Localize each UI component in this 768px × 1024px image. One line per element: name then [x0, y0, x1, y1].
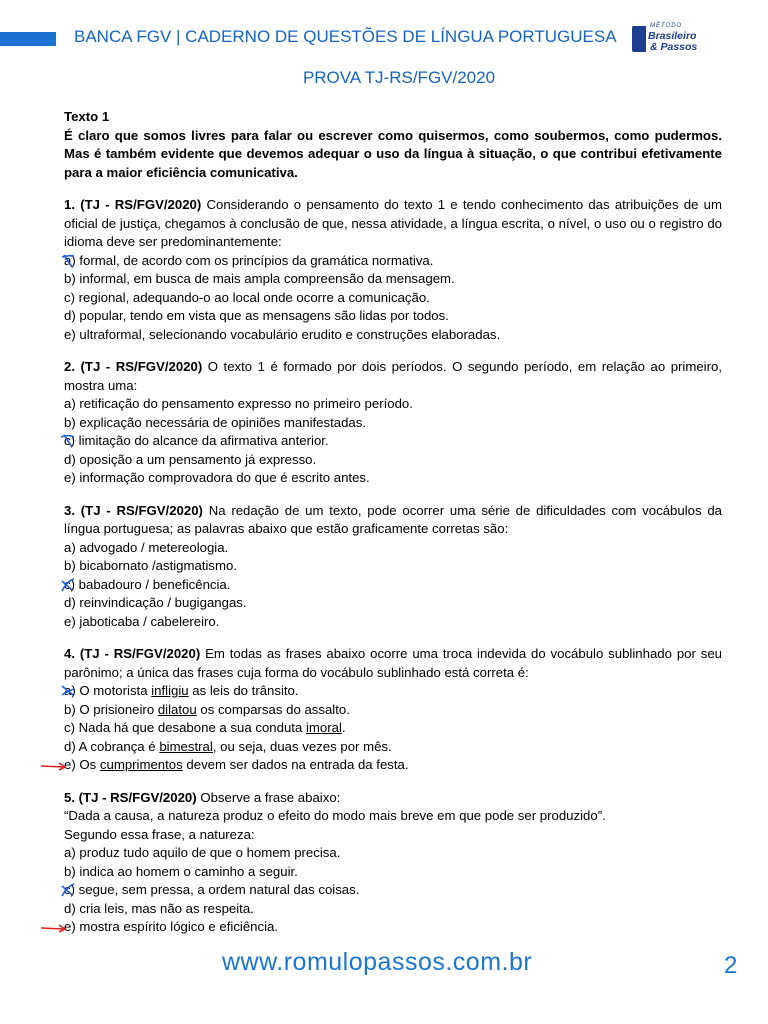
option-c: c) regional, adequando-o ao local onde ocorre a comunicação. [64, 289, 430, 305]
option-e [64, 918, 722, 937]
texto-body: É claro que somos livres para falar ou escrever como quisermos, como soubermos, como pudermos. Mas é também evidente que devemos adequar o uso da língua à situação, o que contribui efetivamente para a maior eficiência comunicativa. [64, 127, 722, 180]
question-text: Observe a frase abaixo: [196, 789, 341, 805]
option-a: a) produz tudo aquilo de que o homem precisa. [64, 845, 341, 860]
header-title: BANCA FGV | CADERNO DE QUESTÕES DE LÍNGUA PORTUGUESA [74, 27, 617, 46]
option-b: b) bicabornato /astigmatismo. [64, 558, 237, 573]
underlined-word: imoral [305, 720, 342, 735]
option-c [64, 576, 722, 595]
option-e: e) jaboticaba / cabelereiro. [64, 613, 220, 629]
option-a [64, 252, 722, 271]
option-text: e) mostra espírito lógico e eficiência. [64, 919, 279, 934]
logo-line-1: MÉTODO [650, 23, 683, 29]
option-text: c) babadouro / beneficência. [64, 576, 231, 592]
option-e: e) Os cumprimentos devem ser dados na entrada da festa. [64, 756, 722, 775]
texto-block [64, 108, 722, 182]
option-text: a) formal, de acordo com os princípios da gramática normativa. [64, 252, 434, 268]
question-text: Na redação de um texto, pode ocorrer uma série de dificuldades com vocábulos da língua portuguesa; as palavras abaixo que estão graficamente corretas são: [64, 502, 722, 536]
option-d: d) A cobrança é bimestral, ou seja, duas vezes por mês. [64, 738, 392, 754]
question-stem [64, 502, 722, 539]
question-stem [64, 645, 722, 682]
question-source: 3. (TJ - RS/FGV/2020) [64, 502, 203, 518]
option-b: b) explicação necessária de opiniões manifestadas. [64, 414, 367, 430]
question-source: 4. (TJ - RS/FGV/2020) [64, 646, 201, 661]
x-mark-icon [60, 683, 76, 699]
x-mark-icon [60, 882, 76, 898]
question-stem [64, 358, 722, 395]
question-text: Em todas as frases abaixo ocorre uma troca indevida do vocábulo sublinhado por seu parônimo; a única das frases cuja forma do vocábulo sublinhado está correta é: [64, 646, 722, 680]
option-d: d) popular, tendo em vista que as mensagens são lidas por todos. [64, 308, 449, 323]
brand-logo [632, 24, 704, 56]
option-c [64, 432, 722, 451]
question-5 [64, 789, 722, 937]
x-mark-icon [60, 577, 76, 593]
option-c [64, 881, 722, 900]
option-d: d) cria leis, mas não as respeita. [64, 900, 254, 916]
option-b: b) indica ao homem o caminho a seguir. [64, 863, 298, 879]
option-c: c) Nada há que desabone a sua conduta imoral. [64, 720, 346, 735]
option-a: a) O motorista infligiu as leis do trânsito. [64, 682, 722, 701]
question-4 [64, 645, 722, 775]
option-text: c) limitação do alcance da afirmativa anterior. [64, 433, 329, 448]
page-subtitle: PROVA TJ-RS/FGV/2020 [302, 68, 496, 87]
texto-heading: Texto 1 [64, 109, 110, 124]
logo-mark-icon [632, 26, 646, 52]
page-number: 2 [724, 952, 738, 979]
question-source: 2. (TJ - RS/FGV/2020) [64, 359, 203, 374]
x-mark-icon [60, 253, 76, 269]
x-mark-icon [60, 433, 76, 449]
question-text: O texto 1 é formado por dois períodos. O segundo período, em relação ao primeiro, mostra uma: [64, 359, 722, 393]
question-2 [64, 358, 722, 488]
question-3 [64, 502, 722, 632]
header-accent-bar [0, 32, 56, 46]
question-prompt: Segundo essa frase, a natureza: [64, 826, 255, 842]
arrow-mark-icon [40, 923, 68, 933]
question-source: 1. (TJ - RS/FGV/2020) [64, 197, 202, 212]
underlined-word: bimestral [159, 738, 213, 754]
option-d: d) oposição a um pensamento já expresso. [64, 451, 317, 467]
option-b: b) O prisioneiro dilatou os comparsas do assalto. [64, 701, 350, 717]
document-body [64, 108, 722, 937]
logo-line-2: Brasileiro [648, 30, 697, 42]
option-d: d) reinvindicação / bugigangas. [64, 595, 247, 610]
question-stem [64, 196, 722, 252]
underlined-word: cumprimentos [99, 757, 183, 772]
option-b: b) informal, em busca de mais ampla compreensão da mensagem. [64, 271, 455, 286]
logo-line-3: & Passos [650, 41, 698, 53]
option-text: c) segue, sem pressa, a ordem natural das coisas. [64, 882, 360, 897]
option-e: e) informação comprovadora do que é escrito antes. [64, 470, 370, 485]
option-a: a) advogado / metereologia. [64, 539, 229, 555]
question-1 [64, 196, 722, 344]
question-text: Considerando o pensamento do texto 1 e tendo conhecimento das atribuições de um oficial de justiça, chegamos à conclusão de que, nessa atividade, a língua escrita, o nível, o uso ou o registro do idioma deve ser predominantemente: [64, 197, 722, 249]
question-quote: “Dada a causa, a natureza produz o efeito do modo mais breve em que pode ser produzido”. [64, 808, 606, 823]
option-a: a) retificação do pensamento expresso no primeiro período. [64, 396, 413, 411]
question-stem [64, 789, 722, 808]
underlined-word: infligiu [151, 683, 189, 698]
option-e: e) ultraformal, selecionando vocabulário erudito e construções elaboradas. [64, 326, 501, 342]
footer-website-link[interactable]: www.romulopassos.com.br [222, 948, 533, 976]
question-source: 5. (TJ - RS/FGV/2020) [64, 789, 197, 805]
underlined-word: dilatou [157, 701, 197, 717]
arrow-mark-icon [40, 761, 68, 771]
